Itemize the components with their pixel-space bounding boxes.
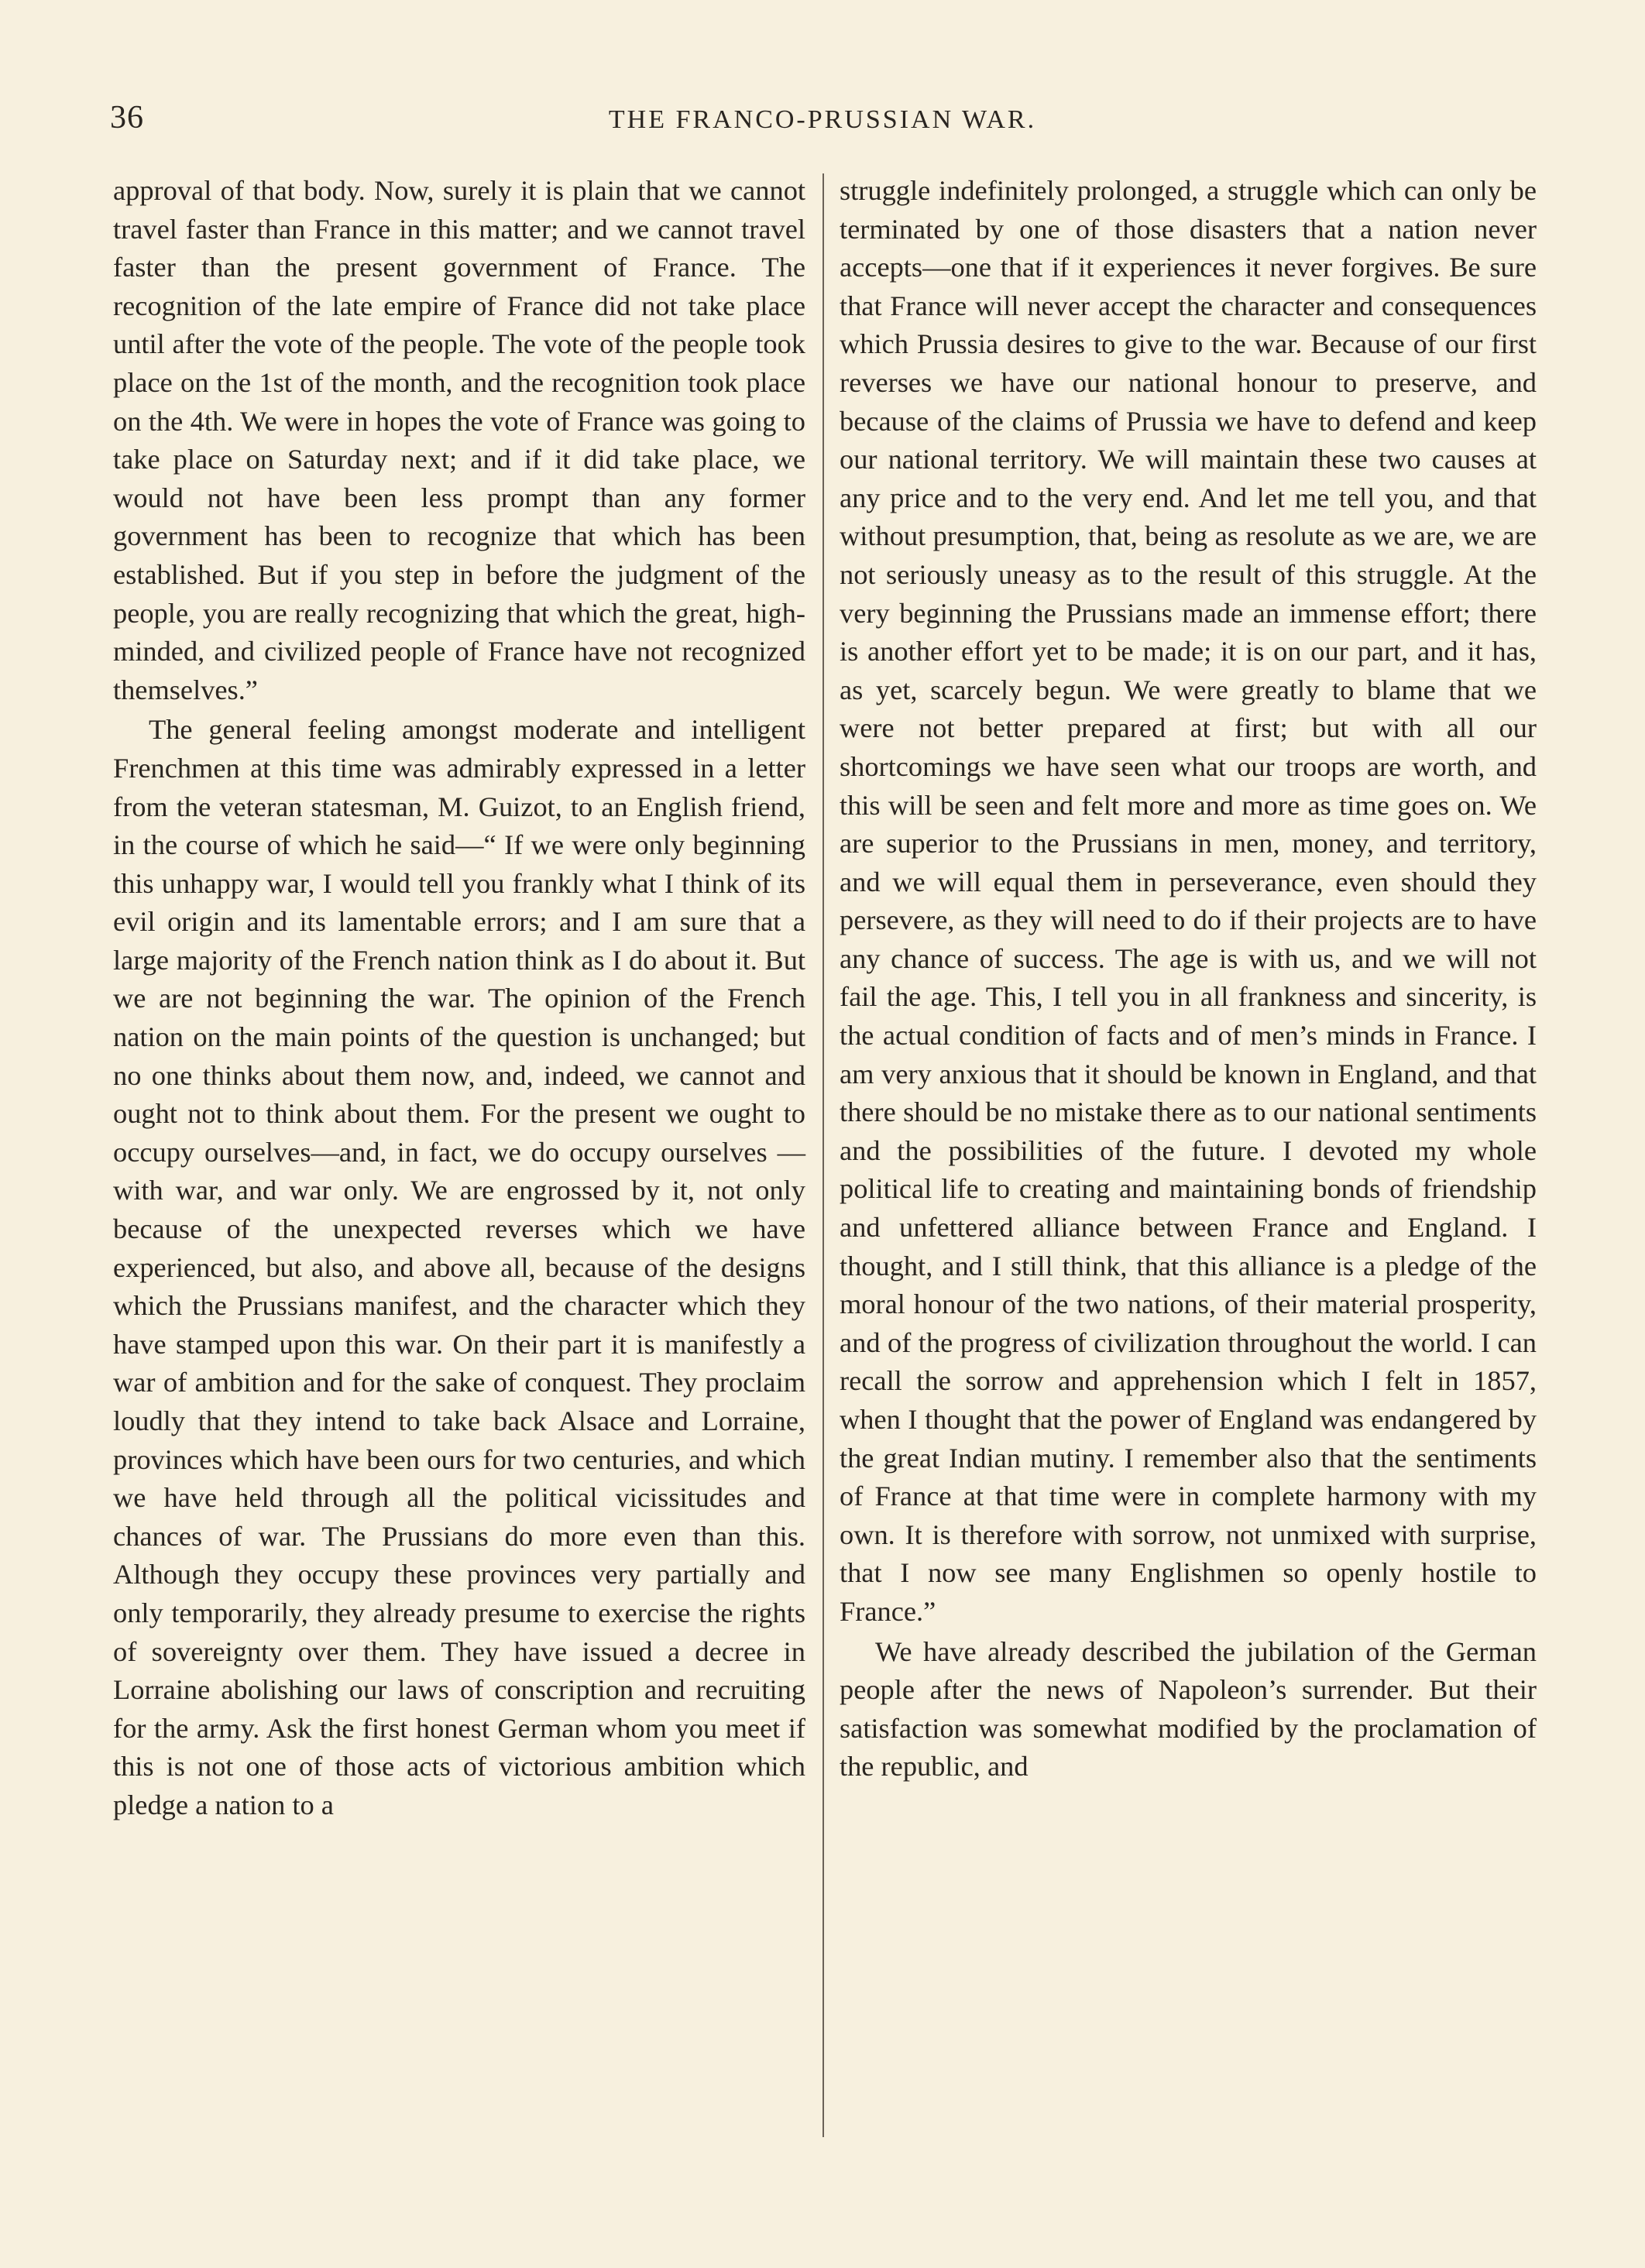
paragraph: We have already described the jubilation of the German people after the news of Napoleon’s surrender. But their satisfaction was somewhat modified by the proclamation of the republic, and: [840, 1635, 1537, 1782]
paragraph: approval of that body. Now, surely it is plain that we cannot travel faster than France in this matter; and we cannot travel faster than the present government of France. The recognition of the late empire of France did not take place until after the vote of the people. The vote of the people took place on the 1st of the month, and the recognition took place on the 4th. We were in hopes the vote of France was going to take place on Saturday next; and if it did take place, we would not have been less prompt than any former government has been to recognize that which has been established. But if you step in before the judgment of the people, you are really recognizing that which the great, high-minded, and civilized people of France have not recognized themselves.”: [113, 175, 805, 705]
paragraph: The general feeling amongst moderate and intelligent Frenchmen at this time was admirably expressed in a letter from the veteran statesman, M. Guizot, to an English friend, in the course of which he said—“ If we were only beginning this unhappy war, I would tell you frankly what I think of its evil origin and its lamentable errors; and I am sure that a large majority of the French nation think as I do about it. But we are not beginning the war. The opinion of the French nation on the main points of the question is unchanged; but no one thinks about them now, and, indeed, we cannot and ought not to think about them. For the present we ought to occupy ourselves—and, in fact, we do occupy ourselves —with war, and war only. We are engrossed by it, not only because of the unexpected reverses which we have experienced, but also, and above all, because of the designs which the Prussians manifest, and the character which they have stamped upon this war. On their part it is manifestly a war of ambition and for the sake of conquest. They proclaim loudly that they intend to take back Alsace and Lorraine, provinces which have been ours for two centuries, and which we have held through all the political vicissitudes and chances of war. The Prussians do more even than this. Although they occupy these provinces very partially and only temporarily, they already presume to exercise the rights of sovereignty over them. They have issued a decree in Lorraine abolishing our laws of conscription and recruiting for the army. Ask the first honest German whom you meet if this is not one of those acts of victorious ambition which pledge a nation to a: [113, 714, 805, 1820]
page-number: 36: [110, 100, 144, 136]
running-title: THE FRANCO-PRUSSIAN WAR.: [608, 105, 1037, 134]
right-column: [840, 172, 1537, 1786]
paragraph: struggle indefinitely prolonged, a struggle which can only be terminated by one of those disasters that a nation never accepts—one that if it experiences it never forgives. Be sure that France will never accept the character and consequences which Prussia desires to give to the war. Because of our first reverses we have our national honour to preserve, and because of the claims of Prussia we have to defend and keep our national territory. We will maintain these two causes at any price and to the very end. And let me tell you, and that without presumption, that, being as resolute as we are, we are not seriously uneasy as to the result of this struggle. At the very beginning the Prussians made an immense effort; there is another effort yet to be made; it is on our part, and it has, as yet, scarcely begun. We were greatly to blame that we were not better prepared at first; but with all our shortcomings we have seen what our troops are worth, and this will be seen and felt more and more as time goes on. We are superior to the Prussians in men, money, and territory, and we will equal them in perseverance, even should they persevere, as they will need to do if their projects are to have any chance of success. The age is with us, and we will not fail the age. This, I tell you in all frankness and sincerity, is the actual condition of facts and of men’s minds in France. I am very anxious that it should be known in England, and that there should be no mistake there as to our national sentiments and the possibilities of the future. I devoted my whole political life to creating and maintaining bonds of friendship and unfettered alliance between France and England. I thought, and I still think, that this alliance is a pledge of the moral honour of the two nations, of their material prosperity, and of the progress of civilization throughout the world. I can recall the sorrow and apprehension which I felt in 1857, when I thought that the power of England was endangered by the great Indian mutiny. I remember also that the sentiments of France at that time were in complete harmony with my own. It is therefore with sorrow, not unmixed with surprise, that I now see many Englishmen so openly hostile to France.”: [840, 175, 1537, 1627]
left-column: [113, 172, 805, 1825]
column-divider: [822, 173, 824, 2137]
page-header: [110, 99, 1535, 146]
